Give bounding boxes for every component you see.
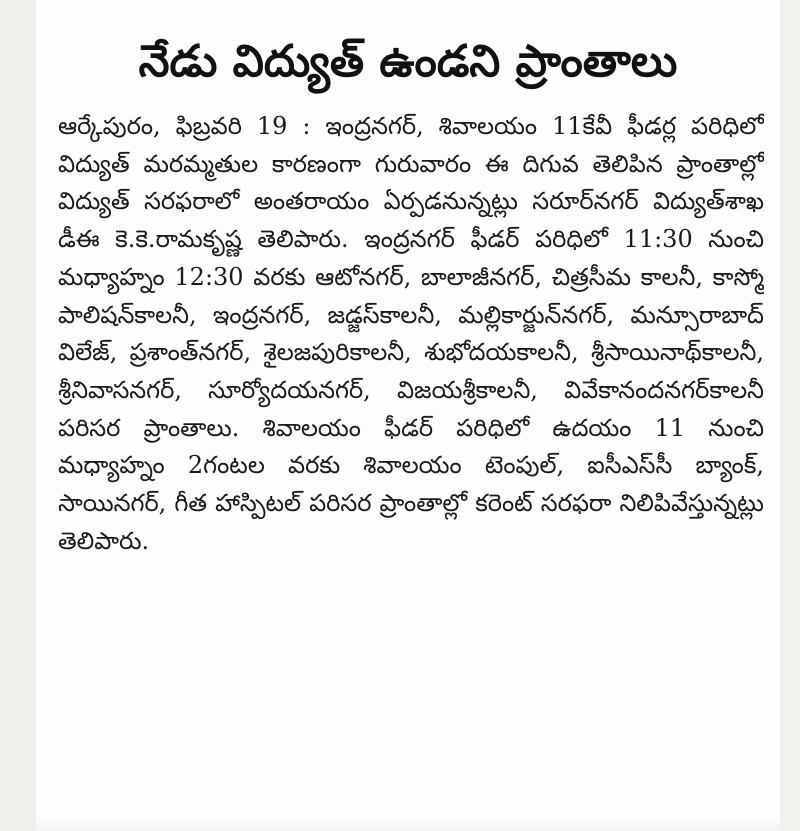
right-margin xyxy=(780,0,800,831)
left-margin xyxy=(0,0,36,831)
headline: నేడు విద్యుత్ ఉండని ప్రాంతాలు xyxy=(138,36,678,87)
article-body: ఆర్కేపురం, ఫిబ్రవరి 19 : ఇంద్రనగర్, శివాలయం 11కేవీ ఫీడర్ల పరిధిలో విద్యుత్ మరమ్మతుల కారణంగా గురువారం ఈ దిగువ తెలిపిన ప్రాంతాల్లో విద్యుత్ సరఫరాలో అంతరాయం ఏర్పడనున్నట్లు సరూర్‌నగర్ విద్యుత్‌శాఖ డీఈ కె.కె.రామకృష్ణ తెలిపారు. ఇంద్రనగర్ ఫీడర్ పరిధిలో 11:30 నుంచి మధ్యాహ్నం 12:30 వరకు ఆటోనగర్, బాలాజీనగర్, చిత్రసీమ కాలనీ, కాస్మో పాలిషన్‌కాలనీ, ఇంద్రనగర్, జడ్జస్‌కాలనీ, మల్లికార్జున్‌నగర్, మన్సూరాబాద్ విలేజ్, ప్రశాంత్‌నగర్, శైలజపురికాలనీ, శుభోదయకాలనీ, శ్రీసాయినాథ్‌కాలనీ, శ్రీనివాసనగర్, సూర్యోదయనగర్, విజయశ్రీకాలనీ, వివేకానందనగర్‌కాలనీ పరిసర ప్రాంతాలు. శివాలయం ఫీడర్ పరిధిలో ఉదయం 11 నుంచి మధ్యాహ్నం 2గంటల వరకు శివాలయం టెంపుల్, ఐసీఎస్‌సీ బ్యాంక్, సాయినగర్, గీత హాస్పిటల్ పరిసర ప్రాంతాల్లో కరెంట్ సరఫరా నిలిపివేస్తున్నట్లు తెలిపారు. xyxy=(58,112,764,555)
bottom-edge xyxy=(36,817,780,831)
newspaper-clipping xyxy=(36,0,780,831)
